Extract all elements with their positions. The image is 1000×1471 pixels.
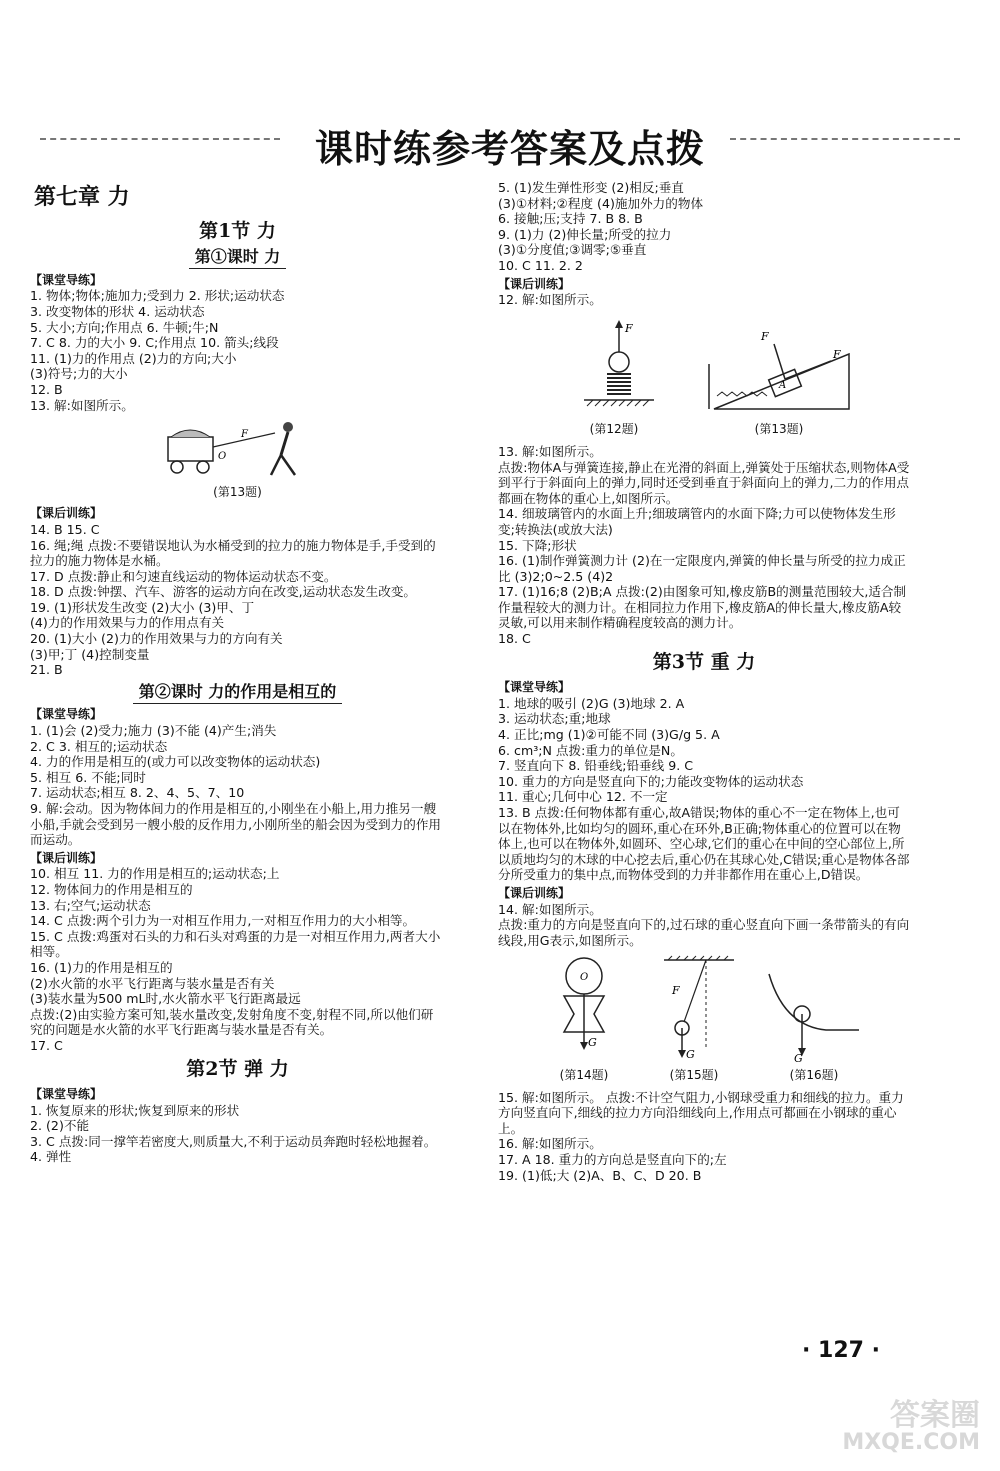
pendulum-diagram bbox=[644, 954, 744, 1064]
section-3-title: 第3节 重 力 bbox=[652, 650, 756, 673]
answer-line: 3. C 点拨:同一撑竿若密度大,则质量大,不利于运动员奔跑时轻松地握着。 bbox=[30, 1133, 437, 1149]
answer-line: (3)①分度值;③调零;⑤垂直 bbox=[498, 242, 647, 258]
answer-line: 14. B 15. C bbox=[30, 521, 100, 537]
figures-14-16 bbox=[498, 954, 910, 1083]
answer-line: (3)装水量为500 mL时,水火箭水平飞行距离最远 bbox=[30, 991, 301, 1007]
tag-classroom: 【课堂导练】 bbox=[30, 707, 103, 722]
figure-caption: (第16题) bbox=[789, 1067, 839, 1082]
answer-line: 7. C 8. 力的大小 9. C;作用点 10. 箭头;线段 bbox=[30, 335, 279, 351]
tag-homework: 【课后训练】 bbox=[30, 850, 103, 865]
answer-line: 点拨:重力的方向是竖直向下的,过石球的重心竖直向下画一条带箭头的有向线段,用G表示,如图所示。 bbox=[498, 917, 910, 948]
person-head bbox=[283, 422, 293, 432]
answer-line: 17. D 点拨:静止和匀速直线运动的物体运动状态不变。 bbox=[30, 568, 337, 584]
tag-classroom: 【课堂导练】 bbox=[30, 272, 103, 287]
svg-text:F: F bbox=[672, 984, 680, 998]
answer-line: 1. 物体;物体;施加力;受到力 2. 形状;运动状态 bbox=[30, 288, 285, 304]
answer-line: 点拨:物体A与弹簧连接,静止在光滑的斜面上,弹簧处于压缩状态,则物体A受到平行于斜面向上的弹力,同时还受到垂直于斜面向上的弹力,二力的作用点都画在物体的重心上,如图所示。 bbox=[498, 459, 910, 506]
answer-line: 12. 解:如图所示。 bbox=[498, 292, 602, 308]
figure-caption: (第12题) bbox=[589, 422, 639, 437]
answer-line: 4. 正比;mg (1)②可能不同 (3)G/g 5. A bbox=[498, 727, 720, 743]
answer-line: 2. C 3. 相互的;运动状态 bbox=[30, 738, 168, 754]
answer-line: 15. C 点拨:鸡蛋对石头的力和石头对鸡蛋的力是一对相互作用力,两者大小相等。 bbox=[30, 928, 441, 960]
tag-homework: 【课后训练】 bbox=[30, 506, 103, 521]
person-leg bbox=[281, 455, 295, 475]
answer-line: 17. (1)16;8 (2)B;A 点拨:(2)由图象可知,橡皮筋B的测量范围较大,适合制作量程较大的测力计。在相同拉力作用下,橡皮筋A的伸长量大,橡皮筋A较灵敏,可以用来制作精确程度较高的测力计。 bbox=[498, 584, 907, 631]
figure-13-cart bbox=[30, 419, 445, 500]
answer-line: (3)甲;丁 (4)控制变量 bbox=[30, 646, 150, 662]
answer-line: (4)力的作用效果与力的作用点有关 bbox=[30, 615, 225, 631]
answer-line: 13. 解:如图所示。 bbox=[498, 443, 602, 459]
answer-line: 11. (1)力的作用点 (2)力的方向;大小 bbox=[30, 350, 237, 366]
tag-homework: 【课后训练】 bbox=[498, 276, 571, 291]
person-leg bbox=[271, 455, 281, 475]
answer-line: 10. 相互 11. 力的作用是相互的;运动状态;上 bbox=[30, 866, 280, 882]
answer-line: 14. C 点拨:两个引力为一对相互作用力,一对相互作用力的大小相等。 bbox=[30, 913, 416, 929]
answer-line: 2. (2)不能 bbox=[30, 1118, 90, 1134]
page-title: 课时练参考答案及点拨 bbox=[314, 126, 705, 171]
watermark-url: MXQE.COM bbox=[842, 1430, 980, 1455]
lesson-1-title bbox=[30, 249, 445, 265]
answer-line: 13. B 点拨:任何物体都有重心,故A错误;物体的重心不一定在物体上,也可以在物体外,比如均匀的圆环,重心在环外,B正确;物体重心的位置可以在物体上,也可以在物体外,如圆环、空心球,它们的重心在中间的空心部位上,所以质地均匀的木球的中心挖去后,重心仍在其球心处,C错误;重心是物体各部分所受重力的集中点,而物体受到的力并非都作用在重心上,D错误。 bbox=[498, 805, 910, 883]
person-body bbox=[281, 432, 288, 455]
answer-line: 14. 解:如图所示。 bbox=[498, 901, 602, 917]
answer-line: 12. B bbox=[30, 381, 63, 397]
figure-caption: (第14题) bbox=[559, 1067, 609, 1082]
answer-line: 10. 重力的方向是竖直向下的;力能改变物体的运动状态 bbox=[498, 773, 804, 789]
tag-classroom: 【课堂导练】 bbox=[30, 1087, 103, 1102]
force-normal bbox=[774, 344, 785, 379]
answer-line: 13. 解:如图所示。 bbox=[30, 397, 134, 413]
left-column bbox=[30, 180, 445, 1165]
spring bbox=[717, 392, 767, 396]
svg-text:A: A bbox=[779, 379, 787, 391]
answer-line: 16. (1)力的作用是相互的 bbox=[30, 959, 173, 975]
incline-spring-diagram bbox=[699, 314, 859, 419]
svg-text:O: O bbox=[217, 451, 226, 463]
answer-line: 18. D 点拨:钟摆、汽车、游客的运动方向在改变,运动状态发生改变。 bbox=[30, 584, 417, 600]
tag-homework: 【课后训练】 bbox=[498, 885, 571, 900]
title-dash-left bbox=[40, 138, 280, 140]
answer-line: 13. 右;空气;运动状态 bbox=[30, 897, 151, 913]
answer-line: 15. 下降;形状 bbox=[498, 537, 577, 553]
answer-line: 18. C bbox=[498, 631, 531, 647]
title-dash-right bbox=[730, 138, 960, 140]
stone-ball-stand-diagram bbox=[544, 954, 624, 1064]
cart-puller-illustration bbox=[163, 419, 313, 481]
answer-line: 11. 重心;几何中心 12. 不一定 bbox=[498, 789, 668, 805]
page-number: · 127 · bbox=[802, 1338, 880, 1363]
section-2-title: 第2节 弹 力 bbox=[186, 1057, 289, 1080]
answer-line: 4. 弹性 bbox=[30, 1149, 72, 1165]
arrow-head bbox=[615, 320, 623, 328]
answer-line: 16. 解:如图所示。 bbox=[498, 1136, 602, 1152]
answer-line: 5. (1)发生弹性形变 (2)相反;垂直 bbox=[498, 180, 684, 195]
cart-wheel bbox=[171, 461, 183, 473]
lesson-2-title bbox=[30, 681, 445, 701]
arrow-head bbox=[678, 1050, 686, 1058]
cart-load bbox=[171, 430, 210, 437]
svg-text:F: F bbox=[625, 321, 633, 335]
svg-text:F: F bbox=[761, 329, 769, 343]
watermark-logo: 答案圈 bbox=[890, 1398, 980, 1433]
answer-line: 1. 地球的吸引 (2)G (3)地球 2. A bbox=[498, 695, 685, 711]
answer-line: 6. 接触;压;支持 7. B 8. B bbox=[498, 211, 643, 227]
figures-12-13 bbox=[498, 314, 910, 438]
ball bbox=[609, 352, 629, 372]
answer-line: 6. cm³;N 点拨:重力的单位是N。 bbox=[498, 742, 683, 758]
answer-line: (2)水火箭的水平飞行距离与装水量是否有关 bbox=[30, 975, 275, 991]
answer-line: 7. 竖直向下 8. 铅垂线;铅垂线 9. C bbox=[498, 758, 694, 774]
figure-caption: (第13题) bbox=[213, 484, 262, 499]
chapter-title: 第七章 力 bbox=[34, 184, 130, 210]
svg-text:G: G bbox=[794, 1052, 803, 1065]
lesson-1-label: 第①课时 力 bbox=[189, 247, 287, 269]
answer-line: 1. 恢复原来的形状;恢复到原来的形状 bbox=[30, 1102, 240, 1118]
svg-text:G: G bbox=[686, 1048, 695, 1062]
answer-line: 19. (1)形状发生改变 (2)大小 (3)甲、丁 bbox=[30, 599, 255, 615]
figure-caption: (第13题) bbox=[754, 422, 804, 437]
svg-text:F: F bbox=[240, 429, 248, 441]
cart-body bbox=[168, 437, 213, 461]
right-column bbox=[498, 180, 910, 1183]
string bbox=[684, 960, 706, 1022]
answer-line: (3)符号;力的大小 bbox=[30, 366, 128, 382]
answer-line: 17. C bbox=[30, 1037, 63, 1053]
answer-line: 3. 运动状态;重;地球 bbox=[498, 711, 611, 727]
answer-line: 4. 力的作用是相互的(或力可以改变物体的运动状态) bbox=[30, 754, 321, 770]
curved-surface bbox=[769, 974, 859, 1030]
answer-line: 7. 运动状态;相互 8. 2、4、5、7、10 bbox=[30, 785, 245, 801]
ground-hatch bbox=[587, 400, 649, 406]
answer-line: 5. 大小;方向;作用点 6. 牛顿;牛;N bbox=[30, 319, 219, 335]
spring-ball-diagram bbox=[549, 314, 679, 419]
tag-classroom: 【课堂导练】 bbox=[498, 680, 571, 695]
answer-line: 20. (1)大小 (2)力的作用效果与力的方向有关 bbox=[30, 631, 283, 647]
svg-text:G: G bbox=[588, 1036, 597, 1050]
answer-line: 9. 解:会动。因为物体间力的作用是相互的,小刚坐在小船上,用力推另一艘小船,手就会受到另一艘小般的反作用力,小刚所坐的船会因为受到力的作用而运动。 bbox=[30, 801, 442, 848]
spring bbox=[607, 374, 631, 394]
lesson-2-label: 第②课时 力的作用是相互的 bbox=[133, 682, 343, 704]
svg-text:O: O bbox=[580, 972, 589, 984]
answer-line: (3)①材料;②程度 (4)施加外力的物体 bbox=[498, 195, 704, 211]
title-row bbox=[40, 118, 960, 171]
answer-line: 16. 绳;绳 点拨:不要错误地认为水桶受到的拉力的施力物体是手,手受到的拉力的施力物体是水桶。 bbox=[30, 537, 436, 569]
answer-line: 16. (1)制作弹簧测力计 (2)在一定限度内,弹簧的伸长量与所受的拉力成正比 (3)2;0~2.5 (4)2 bbox=[498, 553, 906, 584]
answer-line: 点拨:(2)由实验方案可知,装水量改变,发射角度不变,射程不同,所以他们研究的问题是水火箭的水平飞行距离与装水量是否有关。 bbox=[30, 1006, 434, 1038]
cart-wheel bbox=[197, 461, 209, 473]
figure-caption: (第15题) bbox=[669, 1067, 719, 1082]
answer-line: 9. (1)力 (2)伸长量;所受的拉力 bbox=[498, 226, 672, 242]
ball-on-curve-diagram bbox=[764, 954, 864, 1064]
svg-text:F: F bbox=[833, 347, 841, 361]
arrow-head bbox=[580, 1042, 588, 1050]
answer-line: 17. A 18. 重力的方向总是竖直向下的;左 bbox=[498, 1151, 727, 1167]
section-1-title: 第1节 力 bbox=[199, 219, 276, 242]
answer-line: 10. C 11. 2. 2 bbox=[498, 257, 583, 273]
answer-line: 1. (1)会 (2)受力;施力 (3)不能 (4)产生;消失 bbox=[30, 723, 277, 739]
answer-line: 19. (1)低;大 (2)A、B、C、D 20. B bbox=[498, 1167, 702, 1183]
answer-line: 12. 物体间力的作用是相互的 bbox=[30, 881, 193, 897]
answer-line: 14. 细玻璃管内的水面上升;细玻璃管内的水面下降;力可以使物体发生形变;转换法(或放大法) bbox=[498, 506, 896, 537]
answer-line: 5. 相互 6. 不能;同时 bbox=[30, 769, 146, 785]
answer-line: 21. B bbox=[30, 662, 63, 678]
answer-line: 15. 解:如图所示。 点拨:不计空气阻力,小钢球受重力和细线的拉力。重力方向竖直向下,细线的拉力方向沿细线向上,作用点可都画在小钢球的重心上。 bbox=[498, 1089, 904, 1136]
answer-line: 3. 改变物体的形状 4. 运动状态 bbox=[30, 303, 205, 319]
